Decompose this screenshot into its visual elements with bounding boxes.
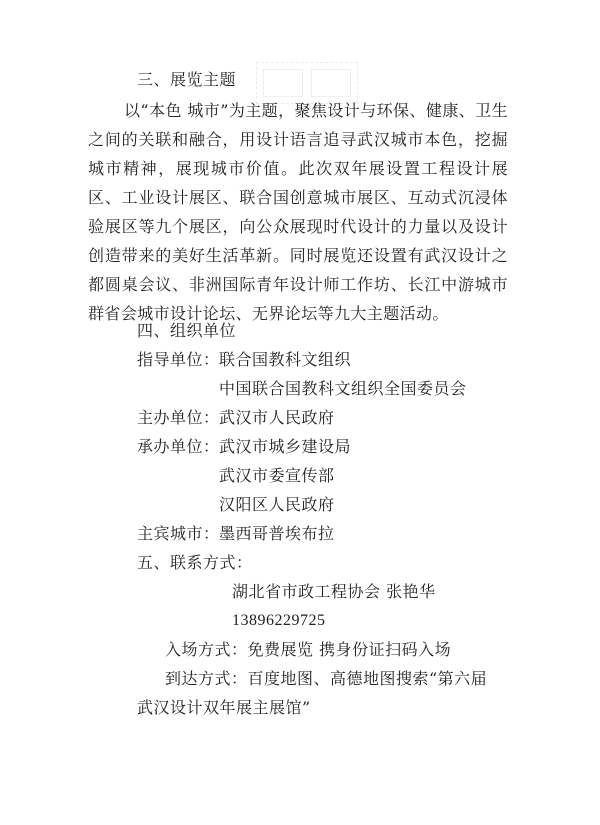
host-unit-label: 主办单位： — [137, 408, 220, 427]
guide-unit-label: 指导单位： — [137, 350, 220, 369]
guide-unit-1: 联合国教科文组织 — [219, 350, 352, 369]
directions-line-2: 武汉设计双年展主展馆” — [137, 698, 311, 717]
guide-unit-2: 中国联合国教科文组织全国委员会 — [219, 379, 467, 398]
section3-heading: 三、展览主题 — [137, 70, 237, 89]
organizer-unit-label: 承办单位： — [137, 437, 220, 456]
organizer-unit-1: 武汉市城乡建设局 — [219, 437, 352, 456]
section4-heading: 四、组织单位 — [137, 321, 237, 340]
contact-org: 湖北省市政工程协会 张艳华 — [232, 582, 436, 601]
section5-heading: 五、联系方式： — [137, 553, 253, 572]
host-unit-1: 武汉市人民政府 — [219, 408, 335, 427]
organizer-unit-3: 汉阳区人民政府 — [219, 495, 335, 514]
directions-line-1: 到达方式：百度地图、高德地图搜索“第六届 — [165, 669, 488, 688]
section3-body: 以“本色 城市”为主题，聚焦设计与环保、健康、卫生之间的关联和融合，用设计语言追寻武汉城市本色，挖掘城市精神，展现城市价值。此次双年展设置工程设计展区、工业设计展区、联合国创意城市展区、互动式沉浸体验展区等九个展区，向公众展现时代设计的力量以及设计创造带来的美好生活革新。同时展览还设置有武汉设计之都圆桌会议、非洲国际青年设计师工作坊、长江中游城市群省会城市设计论坛、无界论坛等九大主题活动。 — [88, 101, 508, 323]
organizer-unit-2: 武汉市委宣传部 — [219, 466, 335, 485]
guest-city-label: 主宾城市： — [137, 524, 220, 543]
entry-method: 入场方式：免费展览 携身份证扫码入场 — [165, 640, 452, 659]
contact-phone: 13896229725 — [232, 612, 326, 629]
guest-city-value: 墨西哥普埃布拉 — [219, 524, 335, 543]
